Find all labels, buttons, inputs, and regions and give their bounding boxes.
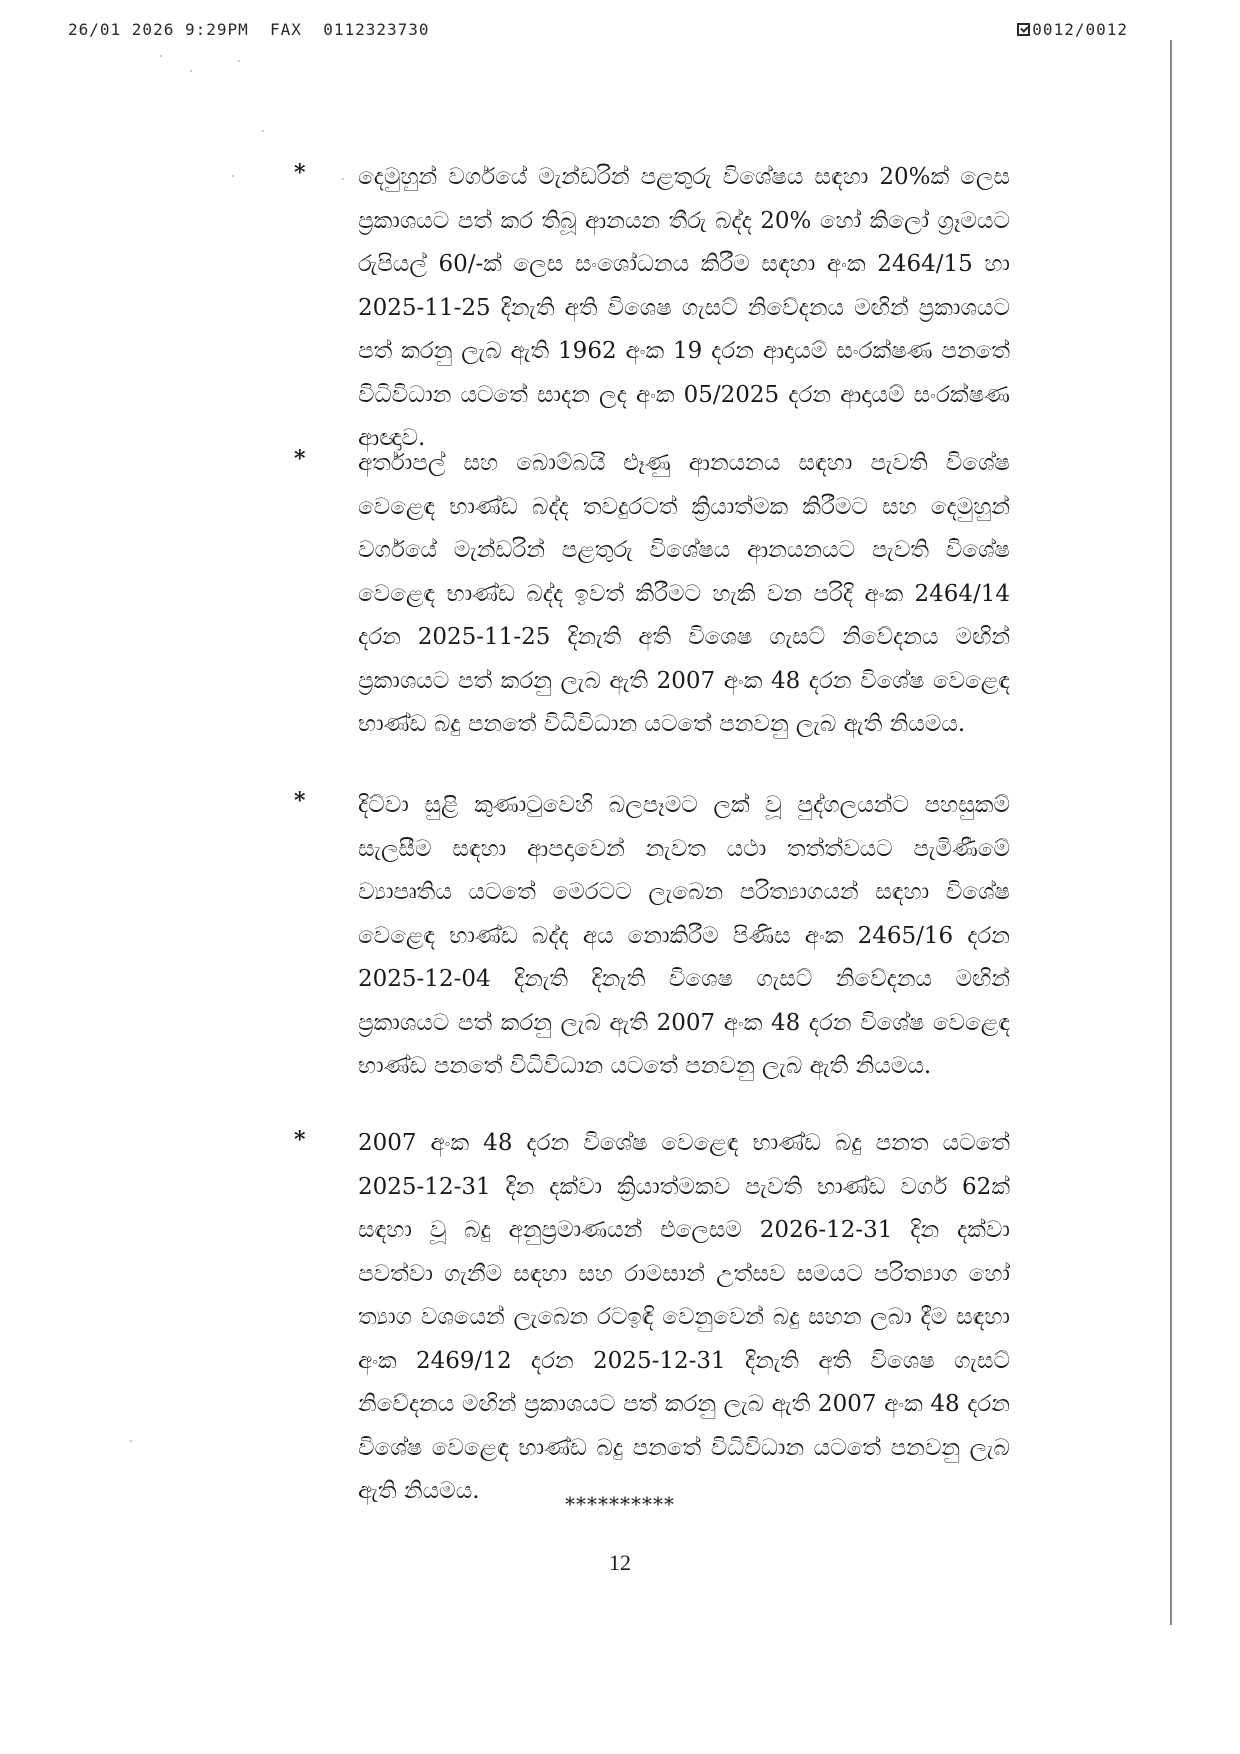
scan-speck (190, 70, 192, 72)
scan-speck (160, 55, 162, 57)
bullet-asterisk: * (294, 446, 306, 472)
fax-edge-line (1170, 40, 1172, 1625)
fax-transmission-line (68, 20, 430, 39)
fax-label: FAX (270, 20, 302, 39)
item-paragraph: දිට්වා සුළි කුණාටුවෙහි බලපෑමට ලක් වූ පුද්ගලයන්ට පහසුකම් සැලසීම සඳහා ආපදාවෙන් නැවත යථා තත්ත්වයට පැමිණීමේ ව්‍යාපෘතිය යටතේ මෙරටට ලැබෙන පරිත්‍යාගයන් සඳහා විශේෂ වෙළෙඳ භාණ්ඩ බද්ද අය නොකිරීම පිණිස අංක 2465/16 දරන 2025-12-04 දිනැති දිනැති විශෙෂ ගැසට් නිවේදනය මඟින් ප්‍රකාශයට පත් කරනු ලැබ ඇති 2007 අංක 48 දරන විශේෂ වෙළෙඳ භාණ්ඩ පනතේ විධිවිධාන යටතේ පනවනු ලැබ ඇති නියමය. (358, 792, 1010, 1079)
fax-page-counter: 0012/0012 (1032, 20, 1128, 39)
scan-speck (262, 130, 264, 132)
fax-header (0, 20, 1240, 46)
item-paragraph: දෙමුහුන් වර්ගයේ මැන්ඩරින් පළතුරු විශේෂය සඳහා 20%ක් ලෙස ප්‍රකාශයට පත් කර තිබූ ආනයන තීරු බද්ද 20% හෝ කිලෝ ග්‍රෑමයට රුපියල් 60/-ක් ලෙස සංශෝධනය කිරීම සඳහා අංක 2464/15 හා 2025-11-25 දිනැති අති විශෙෂ ගැසට් නිවේදනය මඟින් ප්‍රකාශයට පත් කරනු ලැබ ඇති 1962 අංක 19 දරන ආදායම් සංරක්ෂණ පනතේ විධිවිධාන යටතේ සාදන ලද අංක 05/2025 දරන ආදායම් සංරක්ෂණ ආඥාව. (358, 164, 1010, 451)
fax-number: 0112323730 (323, 20, 430, 39)
fax-page-indicator (1017, 20, 1128, 39)
scan-speck (130, 1440, 132, 1442)
scan-speck (342, 178, 344, 180)
bullet-asterisk: * (294, 160, 306, 186)
checkbox-icon (1017, 23, 1030, 36)
item-paragraph: අර්තාපල් සහ බොම්බයි ළූණු ආනයනය සඳහා පැවති විශේෂ වෙළෙඳ භාණ්ඩ බද්ද තවදුරටත් ක්‍රියාත්මක කිරීමට සහ දෙමුහුන් වර්ගයේ මැන්ඩරින් පළතුරු විශේෂය ආනයනයට පැවති විශේෂ වෙළෙඳ භාණ්ඩ බද්ද ඉවත් කිරීමට හැකි වන පරිදි අංක 2464/14 දරන 2025-11-25 දිනැති අති විශෙෂ ගැසට් නිවේදනය මඟින් ප්‍රකාශයට පත් කරනු ලැබ ඇති 2007 අංක 48 දරන විශේෂ වෙළෙඳ භාණ්ඩ බදු පනතේ විධිවිධාන යටතේ පනවනු ලැබ ඇති නියමය. (358, 450, 1010, 737)
bullet-asterisk: * (294, 788, 306, 814)
fax-timestamp: 26/01 2026 9:29PM (68, 20, 249, 39)
scan-speck (238, 60, 240, 62)
item-paragraph: 2007 අංක 48 දරන විශේෂ වෙළෙඳ භාණ්ඩ බදු පනත යටතේ 2025-12-31 දින දක්වා ක්‍රියාත්මකව පැවති භාණ්ඩ වර්ග 62ක් සඳහා වූ බදු අනුප්‍රමාණයන් එලෙසම 2026-12-31 දින දක්වා පවත්වා ගැනීම සඳහා සහ රාමසාන් උත්සව සමයට පරිත්‍යාග හෝ ත්‍යාග වශයෙන් ලැබෙන රටඉඳි වෙනුවෙන් බදු සහන ලබා දීම සඳහා අංක 2469/12 දරන 2025-12-31 දිනැති අති විශෙෂ ගැසට් නිවේදනය මඟින් ප්‍රකාශයට පත් කරනු ලැබ ඇති 2007 අංක 48 දරන විශේෂ වෙළෙඳ භාණ්ඩ බදු පනතේ විධිවිධාන යටතේ පනවනු ලැබ ඇති නියමය. (358, 1130, 1010, 1504)
page-number: 12 (609, 1550, 631, 1575)
end-separator: ********** (565, 1492, 675, 1516)
bullet-asterisk: * (294, 1127, 306, 1153)
scan-speck (232, 175, 234, 177)
